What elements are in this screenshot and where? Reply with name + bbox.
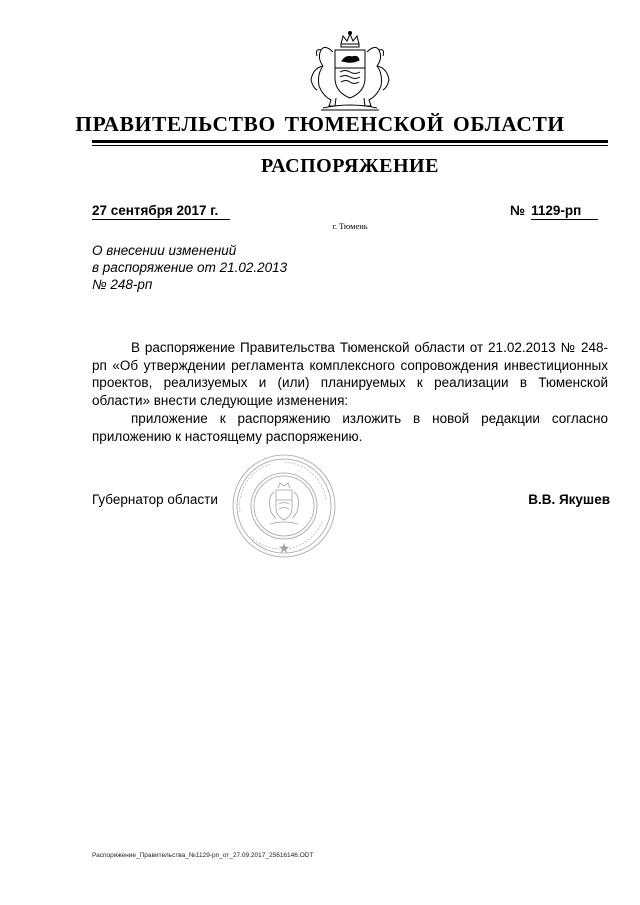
signatory-name: В.В. Якушев: [528, 492, 610, 507]
document-city: г. Тюмень: [332, 221, 368, 231]
document-subject: [92, 242, 287, 293]
organization-title: ПРАВИТЕЛЬСТВО ТЮМЕНСКОЙ ОБЛАСТИ: [75, 112, 565, 136]
document-number: [510, 203, 610, 220]
subject-line: О внесении изменений: [92, 243, 237, 258]
header-divider: [92, 140, 608, 146]
signatory-position: Губернатор области: [92, 492, 218, 507]
body-paragraph: В распоряжение Правительства Тюменской области от 21.02.2013 № 248-рп «Об утверждении регламента комплексного сопровождения инвестиционных проектов, реализуемых и (или) планируемых к реализации в Тюменской области» внести следующие изменения:: [92, 340, 608, 408]
document-date: 27 сентября 2017 г.: [92, 203, 230, 220]
body-paragraph: приложение к распоряжению изложить в новой редакции согласно приложению к настоящему распоряжению.: [92, 411, 608, 444]
document-type-title: РАСПОРЯЖЕНИЕ: [261, 155, 439, 177]
subject-line: в распоряжение от 21.02.2013: [92, 260, 288, 275]
footer-filename: Распоряжение_Правительства_№1129-рп_от_27.09.2017_25616146.ODT: [92, 852, 314, 859]
number-value: 1129-рп: [531, 203, 598, 220]
number-sign: №: [510, 203, 526, 218]
official-seal-icon: [230, 452, 338, 560]
coat-of-arms-icon: [303, 30, 397, 114]
subject-line: № 248-рп: [92, 277, 153, 292]
